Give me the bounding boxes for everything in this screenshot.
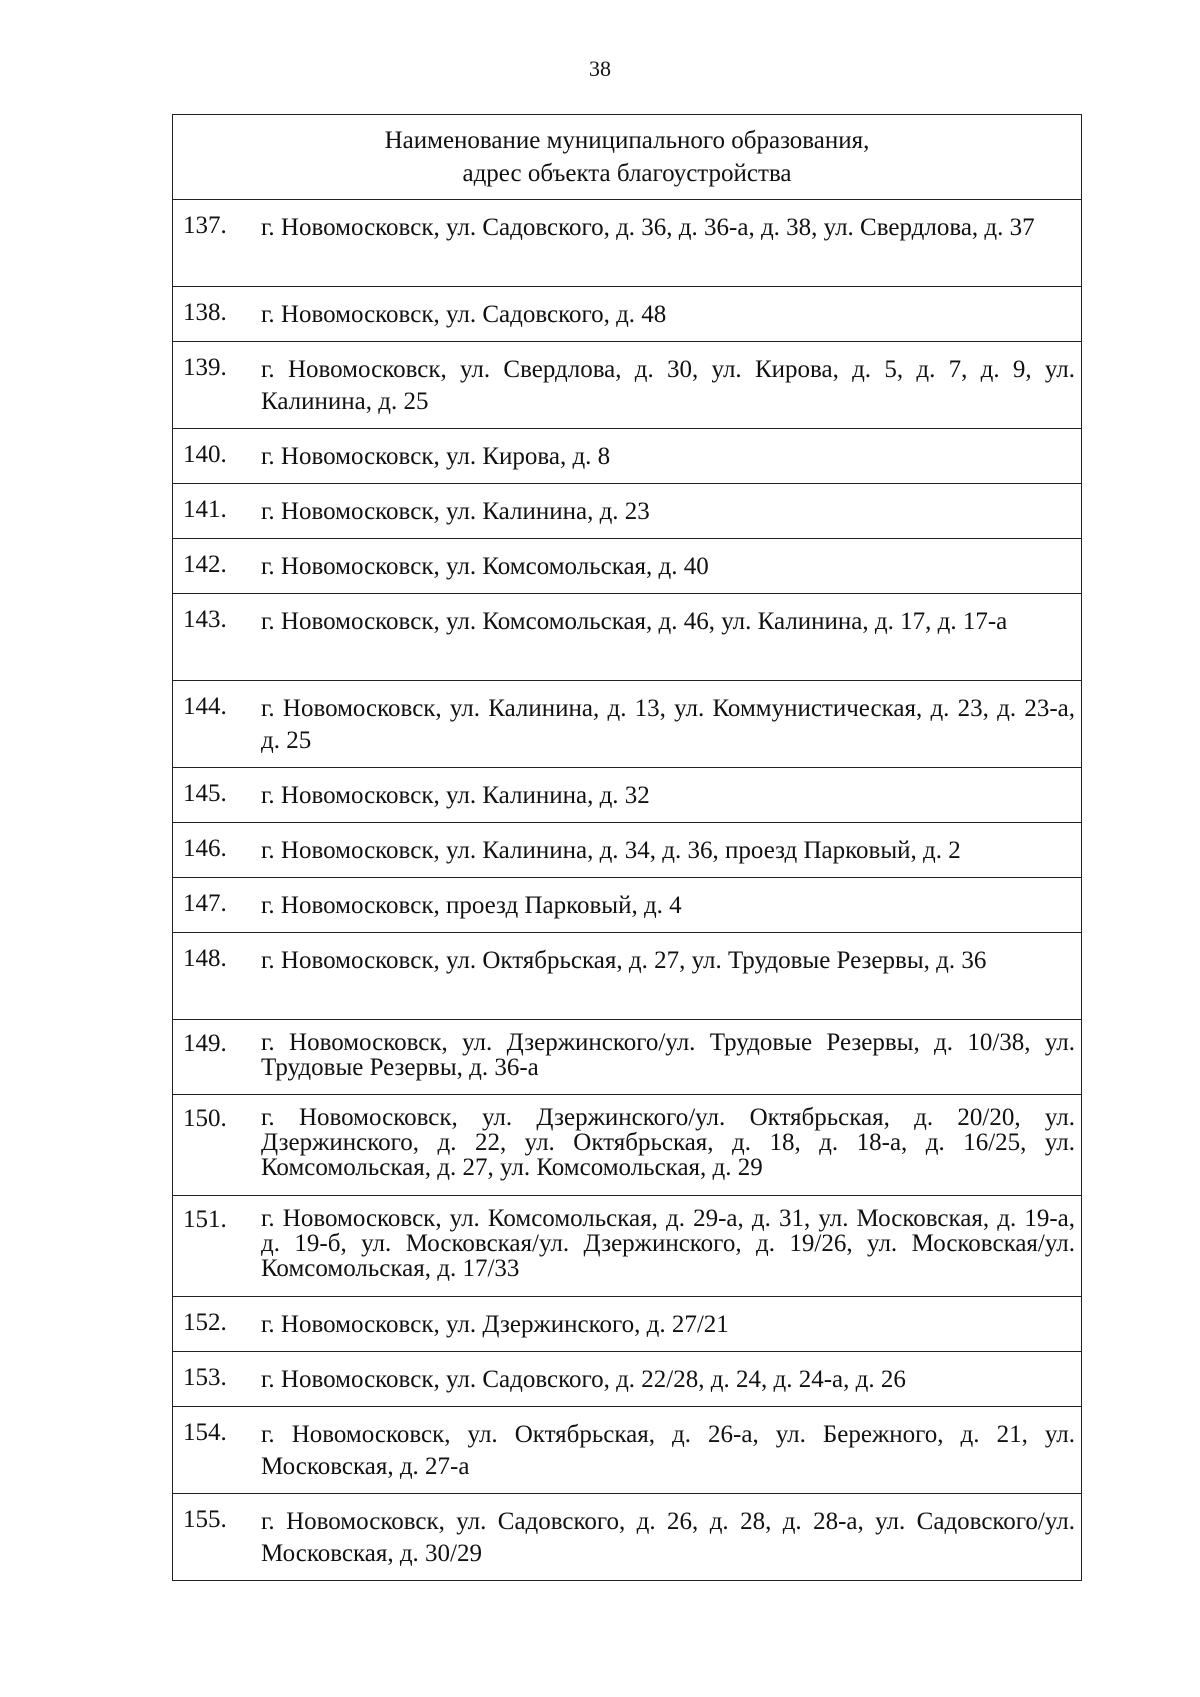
row-number: 154.: [183, 1419, 227, 1446]
row-number: 146.: [183, 835, 227, 862]
row-number: 142.: [183, 551, 227, 578]
row-address: г. Новомосковск, ул. Садовского, д. 22/28, д. 24, д. 24-а, д. 26: [261, 1366, 906, 1393]
table-row: [173, 933, 1082, 1020]
table-row: [173, 768, 1082, 823]
table-row: [173, 1020, 1082, 1095]
row-number: 147.: [183, 890, 227, 917]
row-number: 139.: [183, 354, 227, 381]
row-address: г. Новомосковск, ул. Калинина, д. 34, д. 36, проезд Парковый, д. 2: [261, 837, 961, 864]
table-row: [173, 878, 1082, 933]
row-address: г. Новомосковск, ул. Калинина, д. 13, ул. Коммунистическая, д. 23, д. 23-а, д. 25: [261, 695, 1075, 754]
table-row: [173, 681, 1082, 768]
row-address: г. Новомосковск, проезд Парковый, д. 4: [261, 892, 682, 919]
row-address: г. Новомосковск, ул. Дзержинского/ул. Октябрьская, д. 20/20, ул. Дзержинского, д. 22, ул. Октябрьская, д. 18, д. 18-а, д. 16/25, ул. Комсомольская, д. 27, ул. Комсомольская, д. 29: [261, 1104, 1075, 1181]
row-number: 149.: [183, 1030, 227, 1057]
table-row: [173, 429, 1082, 484]
row-address: г. Новомосковск, ул. Калинина, д. 23: [261, 498, 650, 525]
table-row: [173, 1407, 1082, 1494]
row-number: 152.: [183, 1309, 227, 1336]
row-address: г. Новомосковск, ул. Комсомольская, д. 40: [261, 553, 709, 580]
table-row: [173, 823, 1082, 878]
row-address: г. Новомосковск, ул. Дзержинского/ул. Трудовые Резервы, д. 10/38, ул. Трудовые Резервы, д. 36-а: [261, 1029, 1075, 1081]
row-address: г. Новомосковск, ул. Калинина, д. 32: [261, 782, 650, 809]
row-number: 145.: [183, 780, 227, 807]
row-address: г. Новомосковск, ул. Дзержинского, д. 27/21: [261, 1311, 729, 1338]
row-address: г. Новомосковск, ул. Октябрьская, д. 27, ул. Трудовые Резервы, д. 36: [261, 947, 987, 974]
table-row: [173, 1095, 1082, 1196]
row-number: 151.: [183, 1206, 227, 1233]
table-row: [173, 1352, 1082, 1407]
row-number: 143.: [183, 606, 227, 633]
row-number: 144.: [183, 693, 227, 720]
table-row: [173, 1297, 1082, 1352]
row-number: 141.: [183, 496, 227, 523]
table-row: [173, 342, 1082, 429]
row-number: 137.: [183, 212, 227, 239]
row-address: г. Новомосковск, ул. Кирова, д. 8: [261, 443, 611, 470]
page-number: 38: [589, 56, 611, 81]
table-row: [173, 1494, 1082, 1581]
row-address: г. Новомосковск, ул. Садовского, д. 48: [261, 301, 667, 328]
row-address: г. Новомосковск, ул. Комсомольская, д. 29-а, д. 31, ул. Московская, д. 19-а, д. 19-б, ул. Московская/ул. Дзержинского, д. 19/26, ул. Московская/ул. Комсомольская, д. 17/33: [261, 1205, 1075, 1282]
table-row: [173, 200, 1082, 287]
row-address: г. Новомосковск, ул. Октябрьская, д. 26-а, ул. Бережного, д. 21, ул. Московская, д. 27-а: [261, 1421, 1075, 1480]
row-address: г. Новомосковск, ул. Садовского, д. 36, д. 36-а, д. 38, ул. Свердлова, д. 37: [261, 214, 1035, 241]
address-table: [172, 114, 1082, 1581]
row-address: г. Новомосковск, ул. Садовского, д. 26, д. 28, д. 28-а, ул. Садовского/ул. Московская, д. 30/29: [261, 1508, 1075, 1567]
table-header: [173, 115, 1082, 200]
table-row: [173, 539, 1082, 594]
table-row: [173, 287, 1082, 342]
row-number: 140.: [183, 441, 227, 468]
row-number: 148.: [183, 945, 227, 972]
table-header-row: [173, 115, 1082, 200]
header-line-2: адрес объекта благоустройства: [462, 160, 792, 187]
row-address: г. Новомосковск, ул. Комсомольская, д. 46, ул. Калинина, д. 17, д. 17-а: [261, 608, 1008, 635]
table-row: [173, 484, 1082, 539]
table-row: [173, 594, 1082, 681]
table-row: [173, 1196, 1082, 1297]
row-number: 138.: [183, 299, 227, 326]
header-line-1: Наименование муниципального образования,: [384, 127, 870, 154]
row-address: г. Новомосковск, ул. Свердлова, д. 30, ул. Кирова, д. 5, д. 7, д. 9, ул. Калинина, д. 25: [261, 356, 1075, 415]
row-number: 153.: [183, 1364, 227, 1391]
row-number: 155.: [183, 1506, 227, 1533]
row-number: 150.: [183, 1105, 227, 1132]
